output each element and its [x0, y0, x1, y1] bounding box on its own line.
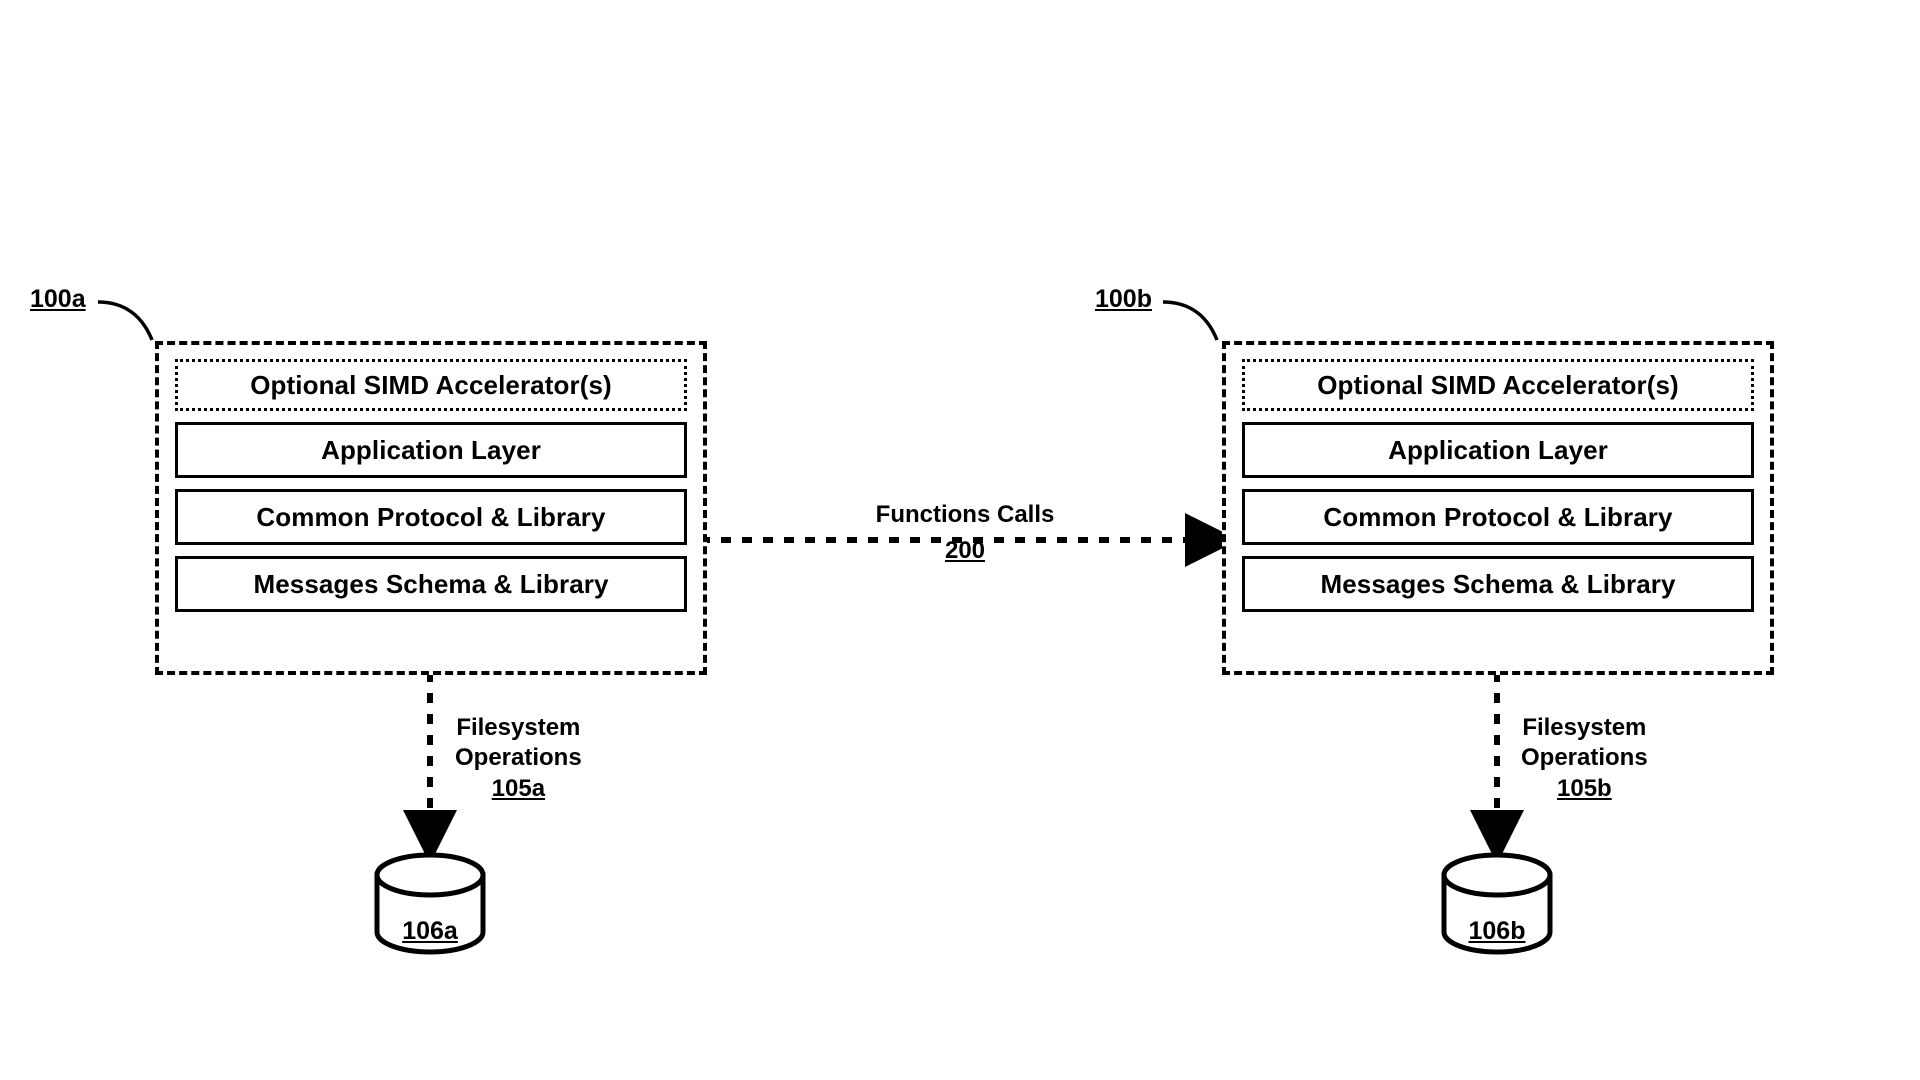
system-box-100a [155, 341, 707, 675]
function-calls-text: Functions Calls [875, 501, 1055, 528]
ref-label-100a: 100a [30, 285, 86, 313]
leader-line-100a [98, 302, 152, 340]
function-calls-label [855, 500, 1075, 567]
layer-messages-schema-library-b: Messages Schema & Library [1242, 556, 1754, 612]
filesystem-operations-label-b [1521, 713, 1648, 804]
filesystem-label-line1-b: Filesystem [1522, 714, 1647, 741]
ref-label-100b: 100b [1095, 285, 1152, 313]
layer-optional-simd-accelerator-a: Optional SIMD Accelerator(s) [175, 359, 687, 411]
filesystem-label-line2-a: Operations [455, 744, 582, 772]
layer-common-protocol-library-b: Common Protocol & Library [1242, 489, 1754, 545]
layer-common-protocol-library-a: Common Protocol & Library [175, 489, 687, 545]
filesystem-operations-label-a [455, 713, 582, 804]
layer-application-layer-b: Application Layer [1242, 422, 1754, 478]
database-b [1444, 875, 1550, 967]
filesystem-label-line2-b: Operations [1521, 744, 1648, 772]
function-calls-ref-200: 200 [944, 537, 986, 565]
database-label-106b: 106b [1468, 917, 1526, 945]
system-box-100b [1222, 341, 1774, 675]
layer-optional-simd-accelerator-b: Optional SIMD Accelerator(s) [1242, 359, 1754, 411]
layer-messages-schema-library-a: Messages Schema & Library [175, 556, 687, 612]
database-label-106a: 106a [402, 917, 458, 945]
filesystem-label-line1-a: Filesystem [456, 714, 581, 741]
filesystem-ref-105b: 105b [1557, 774, 1612, 802]
database-a [377, 875, 483, 967]
leader-line-100b [1163, 302, 1217, 340]
filesystem-ref-105a: 105a [491, 774, 546, 802]
layer-application-layer-a: Application Layer [175, 422, 687, 478]
